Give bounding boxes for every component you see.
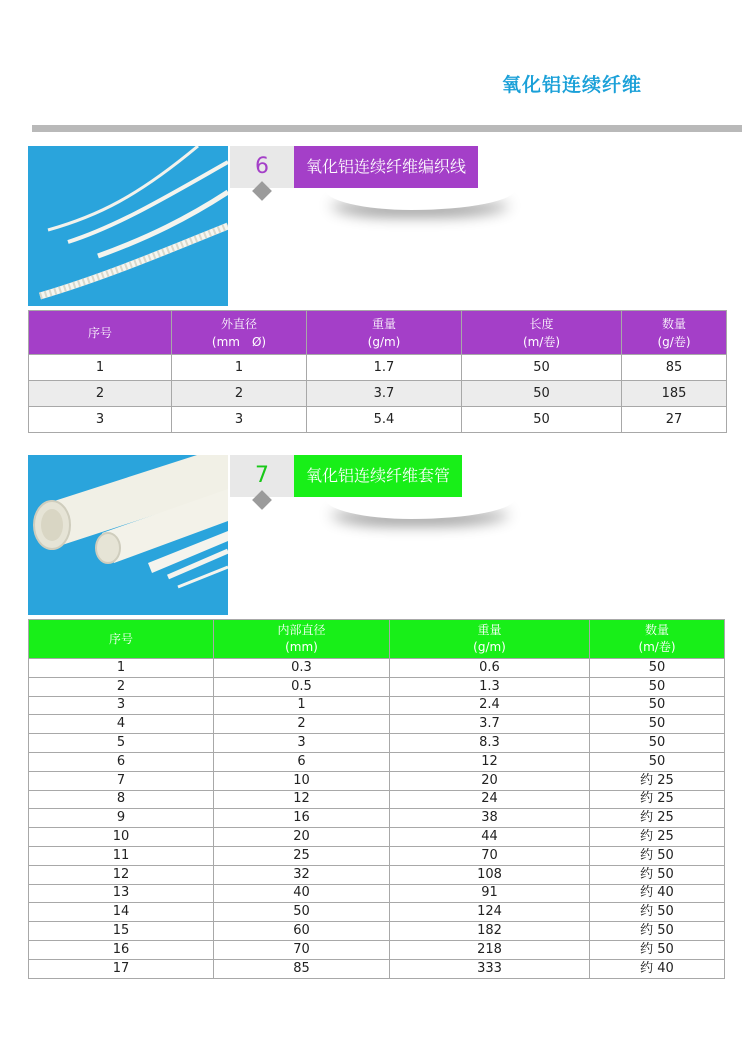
table-cell: 9 [29,809,214,828]
table-cell: 50 [214,903,390,922]
table-cell: 1.7 [307,355,462,381]
table-cell: 182 [390,922,590,941]
column-header: 重量 (g/m) [307,311,462,355]
section7-title: 氧化铝连续纤维套管 [294,455,462,497]
section6-title: 氧化铝连续纤维编织线 [294,146,478,188]
table-cell: 7 [29,771,214,790]
table-cell: 1 [29,659,214,678]
table-cell: 3 [214,734,390,753]
table-cell: 60 [214,922,390,941]
table-cell: 2.4 [390,696,590,715]
column-header: 重量 (g/m) [390,620,590,659]
table-cell: 4 [29,715,214,734]
table-cell: 38 [390,809,590,828]
table-cell: 50 [462,407,622,433]
heading-shadow [325,186,515,210]
braided-cord-photo [28,146,228,306]
table-row [29,734,725,753]
table-cell: 20 [214,828,390,847]
table-row [29,677,725,696]
table-cell: 85 [214,959,390,978]
table-cell: 2 [29,381,172,407]
section6-number: 6 [230,146,294,188]
table-cell: 8.3 [390,734,590,753]
table-cell: 2 [214,715,390,734]
braided-cord-spec-table [28,310,727,433]
table-cell: 44 [390,828,590,847]
table-row [29,884,725,903]
table-cell: 0.3 [214,659,390,678]
table-cell: 50 [590,715,725,734]
table-cell: 3.7 [307,381,462,407]
table-cell: 15 [29,922,214,941]
table-cell: 32 [214,865,390,884]
heading-shadow [325,495,515,519]
table-cell: 约 25 [590,771,725,790]
table-cell: 11 [29,846,214,865]
table-row [29,407,727,433]
table-cell: 333 [390,959,590,978]
table-row [29,903,725,922]
sleeve-spec-table [28,619,725,979]
table-cell: 16 [214,809,390,828]
table-cell: 约 50 [590,922,725,941]
table-row [29,940,725,959]
table-cell: 14 [29,903,214,922]
table-cell: 12 [390,752,590,771]
table-cell: 3 [29,696,214,715]
table-cell: 0.6 [390,659,590,678]
table-cell: 13 [29,884,214,903]
table-cell: 约 50 [590,865,725,884]
column-header: 序号 [29,620,214,659]
table-row [29,715,725,734]
table-row [29,846,725,865]
table-cell: 12 [29,865,214,884]
table-cell: 50 [590,734,725,753]
table-cell: 50 [590,752,725,771]
table-cell: 1.3 [390,677,590,696]
table-cell: 约 25 [590,809,725,828]
column-header: 数量 (g/卷) [622,311,727,355]
table-cell: 10 [29,828,214,847]
table-cell: 91 [390,884,590,903]
table-cell: 6 [29,752,214,771]
table-cell: 5 [29,734,214,753]
table-cell: 50 [462,355,622,381]
table-row [29,828,725,847]
table-cell: 2 [29,677,214,696]
table-row [29,659,725,678]
table-cell: 1 [29,355,172,381]
table-cell: 20 [390,771,590,790]
page-title: 氧化铝连续纤维 [502,74,643,96]
table-cell: 50 [590,696,725,715]
table-cell: 16 [29,940,214,959]
table-cell: 17 [29,959,214,978]
table-row [29,355,727,381]
table-header-row [29,620,725,659]
column-header: 数量 (m/卷) [590,620,725,659]
column-header: 外直径 (mm Ø) [172,311,307,355]
table-row [29,790,725,809]
table-cell: 24 [390,790,590,809]
section7-number: 7 [230,455,294,497]
table-cell: 50 [590,677,725,696]
table-cell: 3 [29,407,172,433]
column-header: 内部直径 (mm) [214,620,390,659]
table-cell: 1 [172,355,307,381]
table-cell: 50 [462,381,622,407]
table-cell: 约 25 [590,828,725,847]
table-cell: 70 [390,846,590,865]
table-row [29,959,725,978]
table-cell: 1 [214,696,390,715]
table-cell: 约 50 [590,940,725,959]
table-cell: 约 40 [590,884,725,903]
table-row [29,809,725,828]
table-row [29,381,727,407]
table-cell: 6 [214,752,390,771]
column-header: 长度 (m/卷) [462,311,622,355]
table-row [29,752,725,771]
table-cell: 10 [214,771,390,790]
table-cell: 约 50 [590,903,725,922]
table-cell: 5.4 [307,407,462,433]
table-cell: 约 40 [590,959,725,978]
table-cell: 124 [390,903,590,922]
column-header: 序号 [29,311,172,355]
table-cell: 3.7 [390,715,590,734]
table-row [29,922,725,941]
table-cell: 约 50 [590,846,725,865]
table-cell: 2 [172,381,307,407]
table-cell: 50 [590,659,725,678]
table-row [29,771,725,790]
table-row [29,696,725,715]
table-cell: 8 [29,790,214,809]
table-cell: 约 25 [590,790,725,809]
table-cell: 40 [214,884,390,903]
table-cell: 218 [390,940,590,959]
header-divider [32,125,742,132]
table-cell: 3 [172,407,307,433]
table-cell: 12 [214,790,390,809]
table-row [29,865,725,884]
table-cell: 70 [214,940,390,959]
table-cell: 185 [622,381,727,407]
sleeve-photo [28,455,228,615]
table-cell: 108 [390,865,590,884]
table-cell: 27 [622,407,727,433]
table-cell: 0.5 [214,677,390,696]
table-cell: 25 [214,846,390,865]
table-header-row [29,311,727,355]
table-cell: 85 [622,355,727,381]
